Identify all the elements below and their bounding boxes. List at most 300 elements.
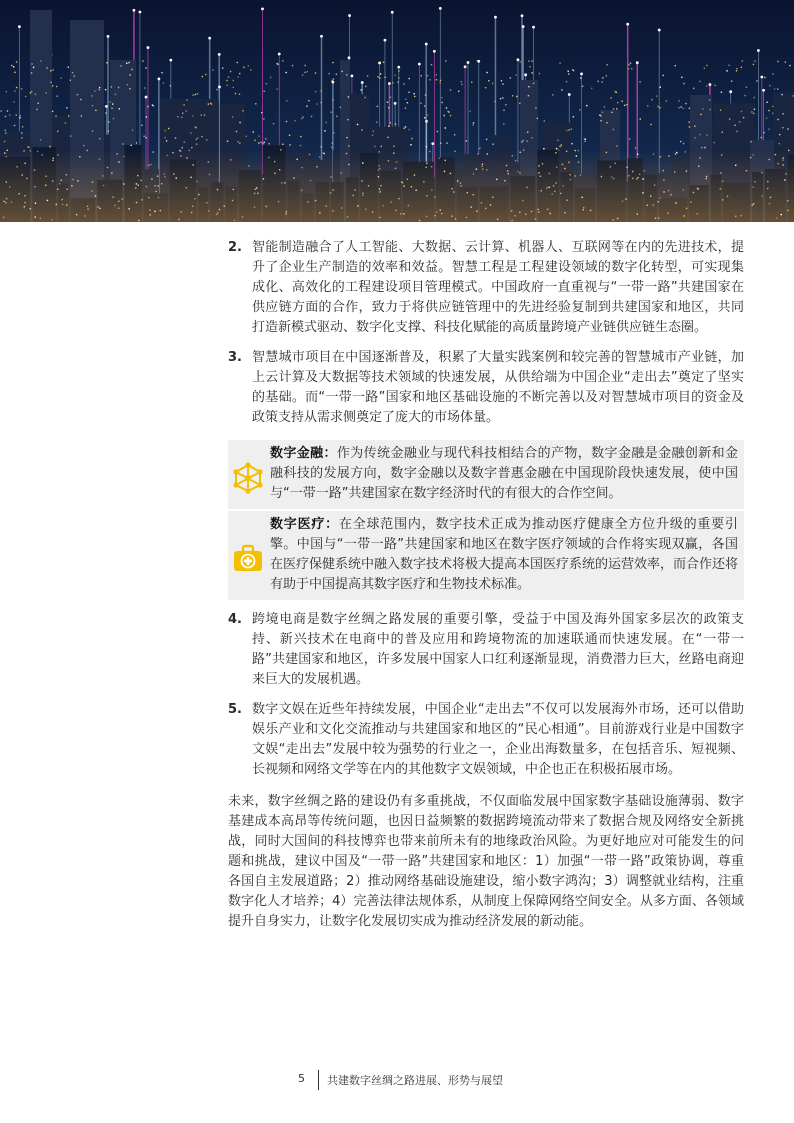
window-light (660, 156, 661, 157)
window-light (764, 77, 765, 78)
window-light (783, 157, 784, 158)
footer-title: 共建数字丝绸之路进展、形势与展望 (327, 1074, 503, 1087)
window-light (566, 81, 567, 82)
window-light (24, 206, 25, 207)
window-light (539, 73, 540, 74)
window-light (17, 166, 18, 167)
window-light (663, 180, 664, 181)
window-light (192, 115, 193, 116)
window-light (46, 67, 47, 68)
window-light (486, 72, 487, 73)
window-light (57, 154, 58, 155)
window-light (439, 158, 440, 159)
window-light (555, 152, 556, 153)
window-light (286, 121, 287, 122)
window-light (511, 220, 512, 221)
window-light (52, 160, 53, 161)
window-light (785, 61, 786, 62)
window-light (154, 185, 155, 186)
window-light (471, 206, 472, 207)
window-light (632, 171, 633, 172)
window-light (750, 157, 751, 158)
window-light (385, 77, 386, 78)
window-light (414, 96, 415, 97)
light-beam-tip (397, 66, 400, 69)
window-light (653, 204, 654, 205)
window-light (243, 67, 244, 68)
window-light (216, 89, 217, 90)
window-light (557, 140, 558, 141)
light-beam-tip (757, 49, 760, 52)
window-light (566, 200, 567, 201)
window-light (772, 73, 773, 74)
window-light (772, 106, 773, 107)
window-light (405, 108, 406, 109)
window-light (777, 61, 778, 62)
window-light (254, 207, 255, 208)
window-light (636, 178, 637, 179)
window-light (684, 215, 685, 216)
window-light (145, 67, 146, 68)
window-light (722, 199, 723, 200)
window-light (699, 81, 700, 82)
window-light (99, 138, 100, 139)
list-number: 5. (228, 702, 242, 717)
window-light (230, 159, 231, 160)
window-light (694, 137, 695, 138)
window-light (62, 204, 63, 205)
window-light (448, 111, 449, 112)
window-light (52, 111, 53, 112)
window-light (591, 88, 592, 89)
window-light (431, 189, 432, 190)
window-light (568, 129, 569, 130)
window-light (414, 174, 415, 175)
window-light (503, 123, 504, 124)
window-light (34, 186, 35, 187)
window-light (55, 115, 56, 116)
window-light (148, 165, 149, 166)
window-light (519, 212, 520, 213)
window-light (192, 95, 193, 96)
light-beam-tip (384, 39, 387, 42)
window-light (426, 146, 427, 147)
window-light (258, 135, 259, 136)
window-light (405, 126, 406, 127)
window-light (547, 209, 548, 210)
window-light (715, 85, 716, 86)
window-light (768, 110, 769, 111)
window-light (341, 207, 342, 208)
window-light (332, 189, 333, 190)
window-light (382, 205, 383, 206)
window-light (610, 97, 611, 98)
window-light (22, 126, 23, 127)
light-beam-tip (433, 50, 436, 53)
window-light (599, 114, 600, 115)
window-light (181, 117, 182, 118)
window-light (196, 181, 197, 182)
window-light (549, 213, 550, 214)
window-light (419, 220, 420, 221)
window-light (670, 194, 671, 195)
window-light (167, 155, 168, 156)
window-light (77, 180, 78, 181)
window-light (250, 69, 251, 70)
window-light (91, 95, 92, 96)
window-light (431, 64, 432, 65)
window-light (388, 107, 389, 108)
light-beam-tip (709, 83, 712, 86)
callout-digital-healthcare (228, 511, 744, 600)
window-light (781, 94, 782, 95)
window-light (693, 192, 694, 193)
window-light (435, 74, 436, 75)
window-light (181, 211, 182, 212)
window-light (702, 108, 703, 109)
window-light (785, 173, 786, 174)
window-light (309, 154, 310, 155)
window-light (161, 183, 162, 184)
window-light (426, 167, 427, 168)
window-light (658, 218, 659, 219)
window-light (190, 177, 191, 178)
window-light (348, 96, 349, 97)
window-light (24, 202, 25, 203)
window-light (129, 88, 130, 89)
window-light (526, 187, 527, 188)
window-light (387, 137, 388, 138)
window-light (362, 193, 363, 194)
window-light (728, 65, 729, 66)
window-light (24, 163, 25, 164)
window-light (699, 157, 700, 158)
window-light (682, 108, 683, 109)
light-beam-tip (145, 96, 148, 99)
window-light (232, 116, 233, 117)
window-light (28, 147, 29, 148)
window-light (697, 213, 698, 214)
window-light (704, 147, 705, 148)
window-light (105, 89, 106, 90)
window-light (3, 201, 4, 202)
window-light (286, 100, 287, 101)
window-light (601, 81, 602, 82)
window-light (123, 156, 124, 157)
window-light (324, 153, 325, 154)
window-light (779, 143, 780, 144)
window-light (378, 165, 379, 166)
window-light (6, 156, 7, 157)
window-light (118, 161, 119, 162)
window-light (168, 128, 169, 129)
window-light (424, 105, 425, 106)
window-light (34, 169, 35, 170)
window-light (172, 152, 173, 153)
window-light (570, 179, 571, 180)
window-light (5, 130, 6, 131)
window-light (686, 208, 687, 209)
light-beam-tip (320, 35, 323, 38)
window-light (573, 116, 574, 117)
window-light (56, 204, 57, 205)
window-light (764, 132, 765, 133)
window-light (13, 66, 14, 67)
window-light (274, 161, 275, 162)
window-light (372, 135, 373, 136)
window-light (753, 113, 754, 114)
window-light (190, 132, 191, 133)
window-light (564, 212, 565, 213)
window-light (31, 72, 32, 73)
window-light (720, 188, 721, 189)
window-light (208, 161, 209, 162)
window-light (578, 150, 579, 151)
window-light (21, 137, 22, 138)
window-light (479, 148, 480, 149)
window-light (693, 88, 694, 89)
window-light (473, 122, 474, 123)
window-light (766, 102, 767, 103)
window-light (208, 210, 209, 211)
window-light (191, 147, 192, 148)
window-light (655, 218, 656, 219)
window-light (395, 210, 396, 211)
window-light (496, 179, 497, 180)
window-light (353, 195, 354, 196)
window-light (754, 109, 755, 110)
window-light (482, 164, 483, 165)
window-light (111, 86, 112, 87)
window-light (328, 73, 329, 74)
window-light (635, 147, 636, 148)
window-light (331, 147, 332, 148)
window-light (377, 76, 378, 77)
window-light (752, 204, 753, 205)
network-icon (232, 462, 264, 501)
window-light (292, 65, 293, 66)
window-light (531, 137, 532, 138)
window-light (706, 178, 707, 179)
window-light (457, 180, 458, 181)
window-light (403, 83, 404, 84)
window-light (440, 209, 441, 210)
window-light (656, 95, 657, 96)
window-light (197, 93, 198, 94)
window-light (544, 120, 545, 121)
light-beam-tip (467, 61, 470, 64)
window-light (429, 151, 430, 152)
window-light (173, 173, 174, 174)
window-light (632, 178, 633, 179)
window-light (519, 152, 520, 153)
window-light (135, 187, 136, 188)
window-light (40, 218, 41, 219)
window-light (294, 120, 295, 121)
window-light (91, 190, 92, 191)
window-light (201, 114, 202, 115)
window-light (227, 85, 228, 86)
window-light (445, 160, 446, 161)
window-light (161, 72, 162, 73)
window-light (494, 101, 495, 102)
list-text: 数字文娱在近些年持续发展，中国企业“走出去”不仅可以发展海外市场，还可以借助娱乐产业和文化交流推动与共建国家和地区的“民心相通”。目前游戏行业是中国数字文娱“走出去”发展中较为强势的行业之一，企业出海数量多，在包括音乐、短视频、长视频和网络文学等在内的其他数字文娱领域，中企也正在积极拓展市场。 (252, 702, 744, 777)
window-light (142, 60, 143, 61)
window-light (535, 218, 536, 219)
window-light (779, 134, 780, 135)
window-light (16, 61, 17, 62)
window-light (492, 143, 493, 144)
window-light (21, 132, 22, 133)
window-light (224, 205, 225, 206)
window-light (415, 190, 416, 191)
window-light (138, 220, 139, 221)
window-light (176, 177, 177, 178)
window-light (426, 216, 427, 217)
window-light (473, 194, 474, 195)
window-light (307, 201, 308, 202)
window-light (361, 129, 362, 130)
window-light (35, 203, 36, 204)
window-light (555, 182, 556, 183)
window-light (426, 163, 427, 164)
light-beam-tip (431, 142, 434, 145)
window-light (212, 70, 213, 71)
window-light (107, 167, 108, 168)
window-light (111, 108, 112, 109)
window-light (333, 99, 334, 100)
window-light (42, 154, 43, 155)
window-light (566, 151, 567, 152)
window-light (685, 103, 686, 104)
window-light (186, 110, 187, 111)
window-light (33, 67, 34, 68)
window-light (99, 208, 100, 209)
window-light (222, 67, 223, 68)
window-light (87, 208, 88, 209)
window-light (148, 197, 149, 198)
callout-term: 数字金融： (270, 446, 337, 461)
window-light (683, 143, 684, 144)
window-light (73, 75, 74, 76)
window-light (158, 197, 159, 198)
window-light (658, 201, 659, 202)
window-light (492, 83, 493, 84)
window-light (571, 128, 572, 129)
light-beam-tip (278, 53, 281, 56)
window-light (347, 216, 348, 217)
window-light (668, 155, 669, 156)
window-light (11, 65, 12, 66)
window-light (675, 153, 676, 154)
window-light (626, 104, 627, 105)
window-light (316, 166, 317, 167)
window-light (514, 215, 515, 216)
window-light (383, 61, 384, 62)
window-light (769, 85, 770, 86)
window-light (378, 176, 379, 177)
window-light (388, 126, 389, 127)
window-light (202, 76, 203, 77)
window-light (486, 139, 487, 140)
window-light (743, 117, 744, 118)
window-light (217, 212, 218, 213)
light-beam-tip (107, 35, 110, 38)
window-light (735, 216, 736, 217)
window-light (40, 139, 41, 140)
window-light (613, 178, 614, 179)
window-light (237, 141, 238, 142)
window-light (502, 83, 503, 84)
window-light (14, 72, 15, 73)
window-light (5, 132, 6, 133)
window-light (196, 143, 197, 144)
window-light (192, 164, 193, 165)
window-light (6, 181, 7, 182)
window-light (626, 167, 627, 168)
window-light (616, 108, 617, 109)
window-light (179, 150, 180, 151)
callout-text: 在全球范围内，数字技术正成为推动医疗健康全方位升级的重要引擎。中国与“一带一路”共建国家和地区在数字医疗领域的合作将实现双赢，各国在医疗保健系统中融入数字技术将极大提高本国医疗系统的运营效率，而合作还将有助于中国提高其数字医疗和生物技术标准。 (270, 517, 739, 592)
window-light (752, 187, 753, 188)
window-light (23, 150, 24, 151)
window-light (512, 155, 513, 156)
light-beam-tip (147, 46, 150, 49)
window-light (741, 111, 742, 112)
window-light (445, 60, 446, 61)
window-light (368, 185, 369, 186)
window-light (239, 73, 240, 74)
light-beam-tip (580, 72, 583, 75)
window-light (336, 74, 337, 75)
window-light (441, 97, 442, 98)
window-light (631, 68, 632, 69)
window-light (315, 91, 316, 92)
window-light (137, 175, 138, 176)
window-light (683, 189, 684, 190)
window-light (149, 209, 150, 210)
window-light (72, 179, 73, 180)
window-light (270, 77, 271, 78)
window-light (45, 92, 46, 93)
window-light (787, 200, 788, 201)
window-light (296, 159, 297, 160)
window-light (336, 116, 337, 117)
window-light (549, 173, 550, 174)
window-light (520, 61, 521, 62)
window-light (61, 180, 62, 181)
window-light (675, 202, 676, 203)
window-light (460, 182, 461, 183)
window-light (674, 171, 675, 172)
window-light (628, 68, 629, 69)
light-beam-tip (568, 93, 571, 96)
window-light (450, 115, 451, 116)
window-light (164, 137, 165, 138)
window-light (528, 95, 529, 96)
window-light (734, 125, 735, 126)
window-light (170, 85, 171, 86)
window-light (427, 114, 428, 115)
window-light (537, 118, 538, 119)
window-light (0, 110, 1, 111)
window-light (639, 81, 640, 82)
window-light (667, 213, 668, 214)
window-light (754, 60, 755, 61)
callout-group (228, 440, 744, 600)
window-light (500, 98, 501, 99)
window-light (408, 92, 409, 93)
